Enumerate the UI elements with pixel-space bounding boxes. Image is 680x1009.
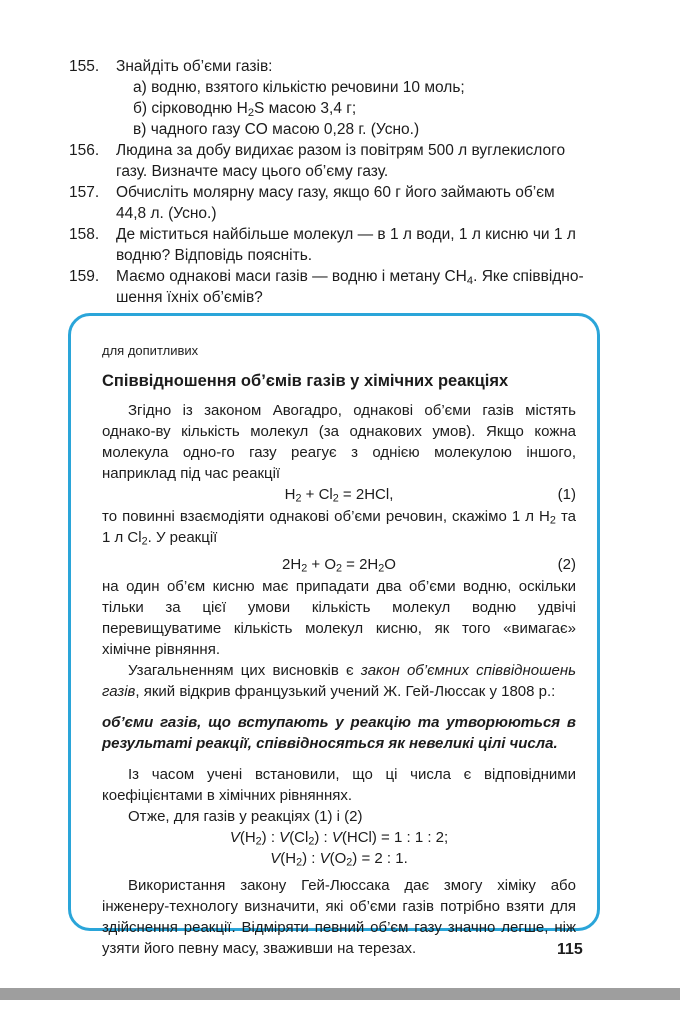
paragraph-3: на один об’єм кисню має припадати два об’єми водню, оскільки тільки за цієї умови кількість молекул водню удвічі перевищуватиме кількість молекул кисню, як того «вимагає» хімічне рівняння. [102,578,576,658]
exercise-158: 158. Де міститься найбільше молекул — в 1 л води, 1 л кисню чи 1 л водню? Відповідь поясніть. [69,226,576,264]
paragraph-5: Із часом учені встановили, що ці числа є відповідними коефіцієнтами в хімічних рівняннях. [102,766,576,804]
exercise-number: 155. [69,58,100,75]
equation-2: $2H_2 + O_2 = 2H_2O$ (2) [282,556,576,575]
exercise-155 [69,56,604,140]
exercise-text: Знайдіть об’єми газів: [116,58,273,75]
equation-number: (2) [557,556,576,573]
exercise-155-a: а) водню, взятого кількістю речовини 10 моль; [133,79,465,96]
exercise-156: 156. Людина за добу видихає разом із повітрям 500 л вуглекислого газу. Визначте масу цього об’єму газу. [69,142,566,180]
exercise-157: 157. Обчисліть молярну масу газу, якщо 60 г його займають об’єм 44,8 л. (Усно.) [69,184,555,222]
paragraph-4: Узагальненням цих висновків є закон об’ємних співвідношень газів, який відкрив французький учений Ж. Гей-Люссак у 1808 р.: [102,662,576,700]
exercise-number: 157. [69,184,100,201]
exercise-number: 158. [69,226,100,243]
paragraph-6: Отже, для газів у реакціях (1) і (2) [128,808,363,825]
ratio-2: $V(H_2)$ : $V(O_2) = 2$ : 1. [270,850,408,869]
box-heading: Співвідношення об’ємів газів у хімічних реакціях [102,372,509,390]
equation-1: $H_2 + Cl_2 = 2HCl$, (1) [284,486,576,505]
equation-number: (1) [557,486,576,503]
page-number: 115 [557,941,583,958]
exercise-159: 159. Маємо однакові маси газів — водню і метану $CH_4$. Яке співвідно- шення їхніх об’ємів? [69,268,584,306]
bottom-divider [0,988,680,1000]
law-statement: об’єми газів, що вступають у реакцію та утворюються в результаті реакції, співвідносяться як невеликі цілі числа. [102,714,576,752]
exercise-number: 156. [69,142,100,159]
paragraph-2: то повинні взаємодіяти однакові об’єми речовин, скажімо 1 л $H_2$ та 1 л $Cl_2$. У реакції [102,508,577,548]
exercise-number: 159. [69,268,100,285]
box-tag: для допитливих [102,343,199,358]
ratio-1: $V(H_2)$ : $V(Cl_2)$ : V(HCl) = 1 : 1 : 2; [229,829,449,848]
paragraph-7: Використання закону Гей-Люссака дає змогу хіміку або інженеру-технологу визначити, які об’єми газів потрібно взяти для здійснення реакції. Відміряти певний об’єм газу значно легше, ніж узяти його певну масу, зваживши на терезах. [102,877,576,957]
exercise-155-b: б) сірководню $H_2S$ масою 3,4 г; [133,100,357,119]
exercise-155-c: в) чадного газу CO масою 0,28 г. (Усно.) [133,121,420,138]
paragraph-1: Згідно із законом Авогадро, однакові об’єми газів містять однако-ву кількість молекул (за однакових умов). Якщо кожна молекула одно-го газу реагує з однією молекулою іншого, наприклад під час реакції [102,402,576,482]
